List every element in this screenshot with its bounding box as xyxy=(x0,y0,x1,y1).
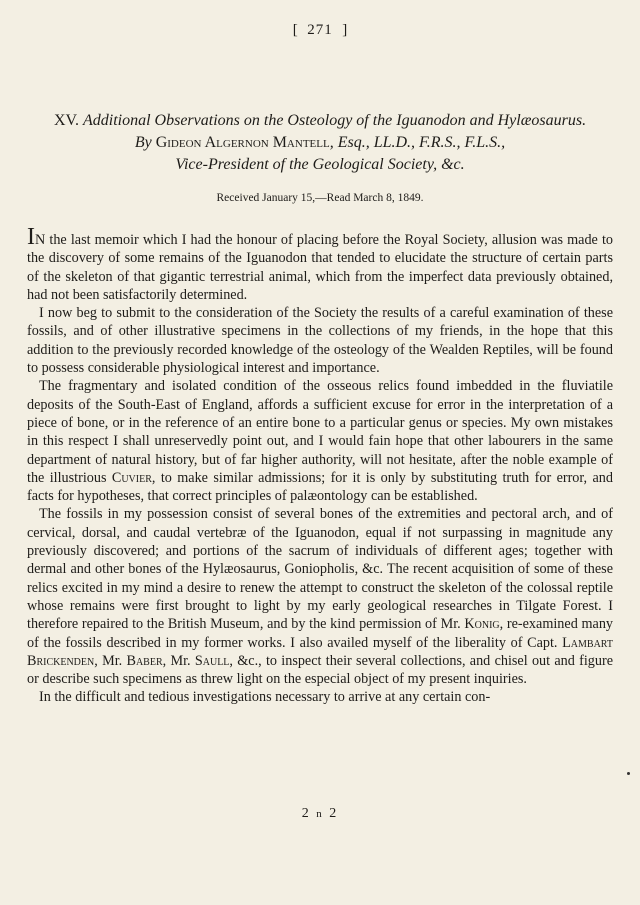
paragraph-4 xyxy=(27,505,613,688)
paragraph-2: I now beg to submit to the consideration of the Society the results of a careful examination of these fossils, and of other illustrative specimens in the collections of my friends, in the hope that this addition to the previously recorded knowledge of the osteology of the Wealden Reptiles, will be found to possess considerable physiological interest and importance. xyxy=(27,305,613,377)
page-number: 271 xyxy=(307,22,333,38)
name-konig: Konig xyxy=(464,616,500,633)
paragraph-4-text-d: , Mr. xyxy=(162,652,195,669)
received-line: Received January 15,—Read March 8, 1849. xyxy=(216,192,424,204)
paragraph-4-text-a: The fossils in my possession consist of several bones of the extremities and pectoral arch, and of cervical, dorsal, and caudal vertebræ of the Iguanodon, equal if not surpassing in magnitude any previously discovered; and portions of the sacrum of individuals of different ages; together with dermal and other bones of the Hylæosaurus, Goniopholis, &c. The recent acquisition of some of these relics excited in my mind a desire to renew the attempt to construct the skeleton of the colossal reptile whose remains were first brought to light by my early geological researches in Tilgate Forest. I therefore repaired to the British Museum, and by the kind permission of Mr. xyxy=(27,506,613,633)
signature-num-2: 2 xyxy=(329,806,339,821)
drop-cap: I xyxy=(27,224,35,250)
initial-rest: N xyxy=(35,232,46,248)
paragraph-3-text-a: The fragmentary and isolated condition of the osseous relics found imbedded in the fluviatile deposits of the South-East of England, affords a sufficient excuse for error in the interpretation of a piece of bone, or in the reference of an entire bone to a particular genus or species. My own mistakes in this respect I shall unreservedly point out, and I would fain hope that other labourers in the same department of natural history, but of far higher authority, will not hesitate, after the noble example of the illustrious xyxy=(27,378,613,486)
paragraph-1 xyxy=(27,224,613,304)
body-text xyxy=(27,224,614,707)
paragraph-3 xyxy=(27,377,613,505)
author-degrees: , Esq., LL.D., F.R.S., F.L.S., xyxy=(329,134,506,151)
paragraph-1-text: the last memoir which I had the honour of placing before the Royal Society, allusion was made to the discovery of some remains of the Iguanodon that tended to elucidate the structure of certain parts of the skeleton of that gigantic terrestrial animal, which from the imperfect data previously obtained, had not been satisfactorily determined. xyxy=(27,232,613,303)
signature-num: 2 xyxy=(301,806,311,821)
article-title: Additional Observations on the Osteology of the Iguanodon and Hylæosaurus. xyxy=(82,112,587,129)
author-role: Vice-President of the Geological Society, &c. xyxy=(175,156,465,173)
bracket-open: [ xyxy=(292,22,298,38)
paragraph-4-text-e: , &c., to inspect their several collections, and chisel out and figure or describe such specimens as threw light on the especial object of my present inquiries. xyxy=(27,652,614,688)
name-brickenden: Lambart Brickenden xyxy=(27,634,613,669)
byline-by: By xyxy=(134,134,152,151)
author-name: Gideon Algernon Mantell xyxy=(155,134,330,151)
article-title-block xyxy=(30,110,610,176)
name-cuvier: Cuvier xyxy=(111,469,152,486)
margin-dot xyxy=(627,772,630,775)
article-numeral: XV. xyxy=(53,112,79,129)
paragraph-4-text-b: , re-examined many of the fossils described in my former works. I also availed myself of the liberality of Capt. xyxy=(27,616,614,651)
paragraph-4-text-c: , Mr. xyxy=(94,652,127,669)
paragraph-5: In the difficult and tedious investigations necessary to arrive at any certain con- xyxy=(39,689,491,706)
page-number-header xyxy=(0,22,640,39)
title-line-2 xyxy=(30,132,610,154)
name-baber: Baber xyxy=(126,652,163,669)
signature-letter: n xyxy=(316,808,324,820)
signature-mark xyxy=(0,806,640,822)
name-saull: Saull xyxy=(194,652,230,669)
bracket-close: ] xyxy=(342,22,348,38)
paragraph-3-text-b: , to make similar admissions; for it is only by substituting truth for error, and facts for hypotheses, that correct principles of palæontology can be established. xyxy=(27,469,613,505)
title-line-1 xyxy=(30,110,610,132)
